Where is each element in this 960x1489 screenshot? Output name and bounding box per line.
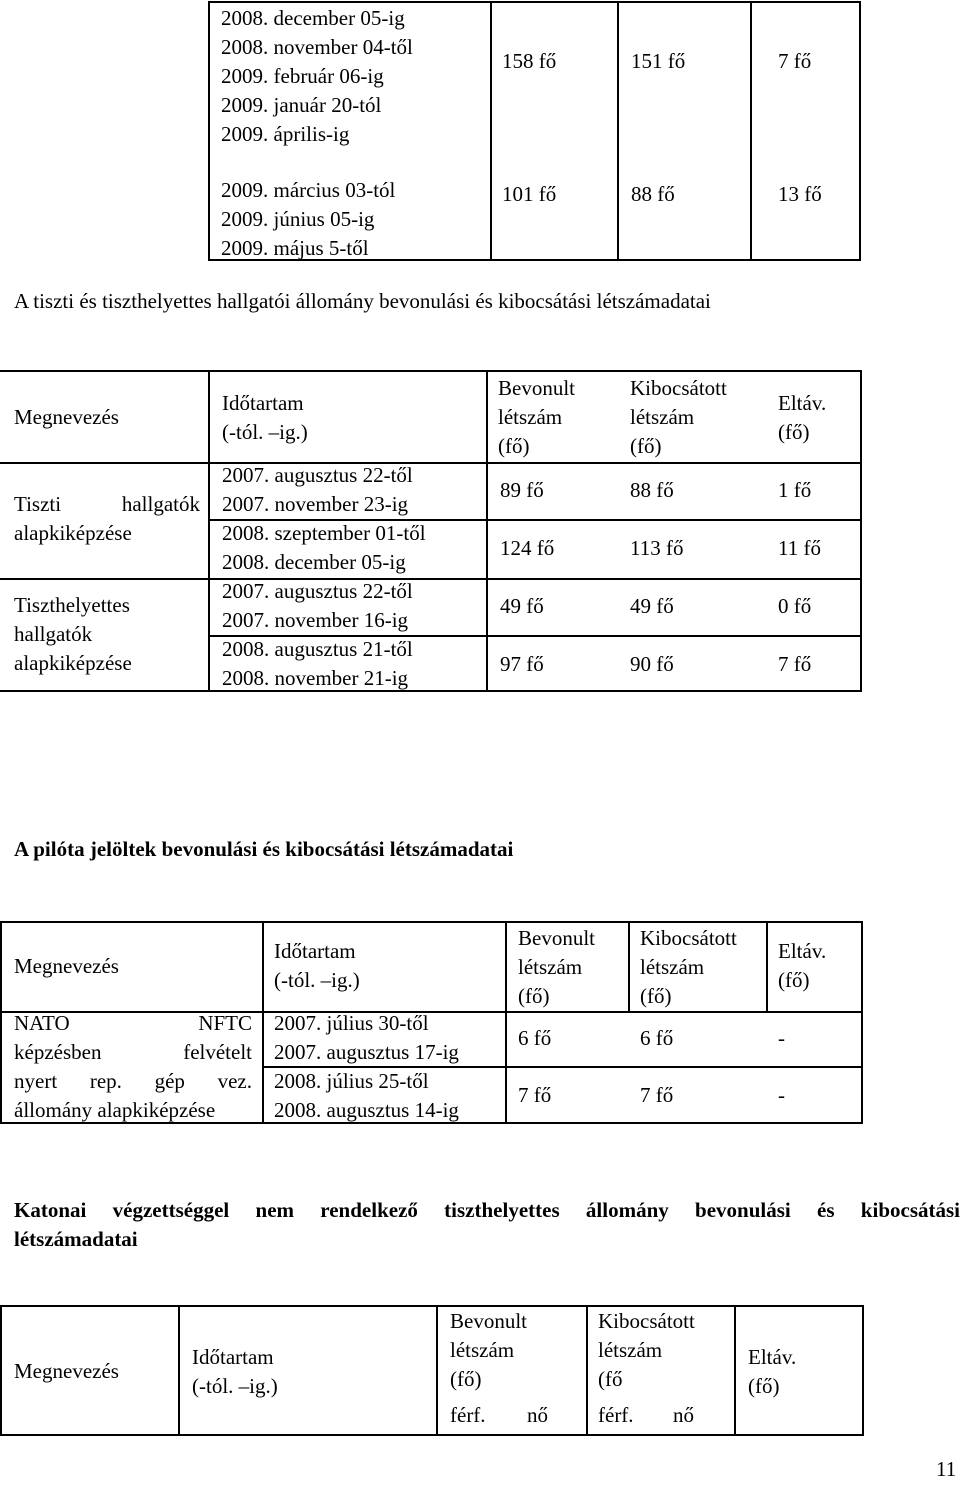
header-period [274,937,360,995]
header-bevonult-line: Bevonult [518,926,595,950]
header-bevonult-line: (fő) [450,1367,482,1391]
header-kibocsatott [630,374,727,461]
header-no: nő [673,1403,694,1427]
header-kibocsatott-line: Kibocsátott [598,1309,695,1333]
period-line: 2009. április-ig [221,122,350,146]
bevonult-value: 101 fő [502,182,557,206]
header-eltav [778,937,826,995]
period-line: 2009. február 06-ig [221,64,384,88]
period-line: 2008. december 05-ig [222,550,406,574]
section-title-line: Katonai végzettséggel nem rendelkező tiszthelyettes állomány bevonulási és kibocsátási [14,1198,960,1222]
kibocsatott-value: 113 fő [630,536,684,560]
header-eltav-line: (fő) [778,420,810,444]
header-eltav [778,389,826,447]
period-line: 2009. január 20-tól [221,93,382,117]
bevonult-value: 7 fő [518,1083,552,1107]
group-name-line: hallgatók [14,622,93,646]
header-eltav-line: (fő) [748,1374,780,1398]
eltav-value: 11 fő [778,536,821,560]
section-title-line: létszámadatai [14,1227,138,1251]
bevonult-value: 6 fő [518,1026,552,1050]
bevonult-value: 124 fő [500,536,555,560]
period-line: 2009. június 05-ig [221,207,375,231]
section-title [14,1196,960,1254]
period-line: 2008. augusztus 14-ig [274,1098,459,1122]
header-bevonult-line: létszám [498,405,563,429]
kibocsatott-value: 49 fő [630,594,674,618]
table-row [274,1009,459,1067]
header-kibocsatott-line: (fő) [640,984,672,1008]
header-period-line: (-tól. –ig.) [274,968,360,992]
kibocsatott-value: 88 fő [631,182,675,206]
header-bevonult [450,1307,527,1394]
header-name: Megnevezés [14,405,119,429]
header-name: Megnevezés [14,1359,119,1383]
header-eltav-line: Eltáv. [778,391,827,415]
group-name-line: alapkiképzése [14,521,132,545]
section-title: A tiszti és tiszthelyettes hallgatói állomány bevonulási és kibocsátási létszámadatai [14,289,711,313]
period-line: 2007. augusztus 22-től [222,463,413,487]
header-eltav [748,1343,796,1401]
period-line: 2007. november 16-ig [222,608,409,632]
header-period-line: Időtartam [222,391,304,415]
eltav-value: 7 fő [778,652,812,676]
table-row [222,635,413,693]
header-bevonult-line: létszám [450,1338,515,1362]
table-row [221,176,395,263]
header-bevonult [498,374,575,461]
header-kibocsatott [640,924,737,1011]
period-line: 2009. május 5-től [221,236,369,260]
period-line: 2008. november 21-ig [222,666,409,690]
page-number: 11 [936,1457,957,1481]
header-kibocsatott-line: létszám [640,955,705,979]
group-name-line: Tiszthelyettes [14,593,130,617]
table-row [222,461,413,519]
period-line: 2007. augusztus 17-ig [274,1040,459,1064]
group-name-tiszti [14,490,200,548]
header-period-line: (-tól. –ig.) [192,1374,278,1398]
header-eltav-line: (fő) [778,968,810,992]
table-row [222,519,426,577]
period-line: 2007. augusztus 22-től [222,579,413,603]
section-title: A pilóta jelöltek bevonulási és kibocsátási létszámadatai [14,837,514,861]
group-name-line: Tiszti hallgatók [14,492,200,516]
header-period-line: Időtartam [192,1345,274,1369]
header-ferf: férf. [450,1403,486,1427]
bevonult-value: 89 fő [500,478,544,502]
group-name-nato [14,1009,252,1125]
period-line: 2008. szeptember 01-től [222,521,426,545]
period-line: 2007. november 23-ig [222,492,409,516]
eltav-value: 7 fő [778,49,812,73]
header-bevonult-line: Bevonult [498,376,575,400]
kibocsatott-value: 90 fő [630,652,674,676]
header-bevonult-line: (fő) [498,434,530,458]
bevonult-value: 158 fő [502,49,557,73]
eltav-value: 13 fő [778,182,822,206]
kibocsatott-value: 88 fő [630,478,674,502]
header-kibocsatott-line: létszám [598,1338,663,1362]
bevonult-value: 97 fő [500,652,544,676]
header-kibocsatott-line: (fő [598,1367,623,1391]
header-bevonult [518,924,595,1011]
header-name: Megnevezés [14,954,119,978]
kibocsatott-value: 151 fő [631,49,686,73]
table-row [222,577,413,635]
kibocsatott-value: 6 fő [640,1026,674,1050]
group-name-line: alapkiképzése [14,651,132,675]
header-eltav-line: Eltáv. [748,1345,797,1369]
header-bevonult-line: létszám [518,955,583,979]
header-kibocsatott-line: létszám [630,405,695,429]
header-kibocsatott-line: Kibocsátott [640,926,737,950]
period-line: 2008. december 05-ig [221,6,405,30]
header-kibocsatott [598,1307,695,1394]
period-line: 2007. július 30-től [274,1011,429,1035]
header-period [222,389,308,447]
header-period-line: Időtartam [274,939,356,963]
table-row [221,4,413,149]
bevonult-value: 49 fő [500,594,544,618]
eltav-value: - [778,1026,785,1050]
group-name-line: nyert rep. gép vez. [14,1069,252,1093]
header-period [192,1343,278,1401]
header-period-line: (-tól. –ig.) [222,420,308,444]
header-kibocsatott-line: Kibocsátott [630,376,727,400]
group-name-line: NATO NFTC [14,1011,252,1035]
header-ferf: férf. [598,1403,634,1427]
header-bevonult-line: Bevonult [450,1309,527,1333]
header-no: nő [527,1403,548,1427]
header-bevonult-line: (fő) [518,984,550,1008]
period-line: 2008. november 04-től [221,35,413,59]
eltav-value: 1 fő [778,478,812,502]
kibocsatott-value: 7 fő [640,1083,674,1107]
eltav-value: 0 fő [778,594,812,618]
group-name-tiszthelyettes [14,591,132,678]
group-name-line: állomány alapkiképzése [14,1098,216,1122]
period-line: 2009. március 03-tól [221,178,396,202]
header-kibocsatott-line: (fő) [630,434,662,458]
period-line: 2008. augusztus 21-től [222,637,413,661]
table-row [274,1067,459,1125]
eltav-value: - [778,1083,785,1107]
header-eltav-line: Eltáv. [778,939,827,963]
period-line: 2008. július 25-től [274,1069,429,1093]
group-name-line: képzésben felvételt [14,1040,252,1064]
